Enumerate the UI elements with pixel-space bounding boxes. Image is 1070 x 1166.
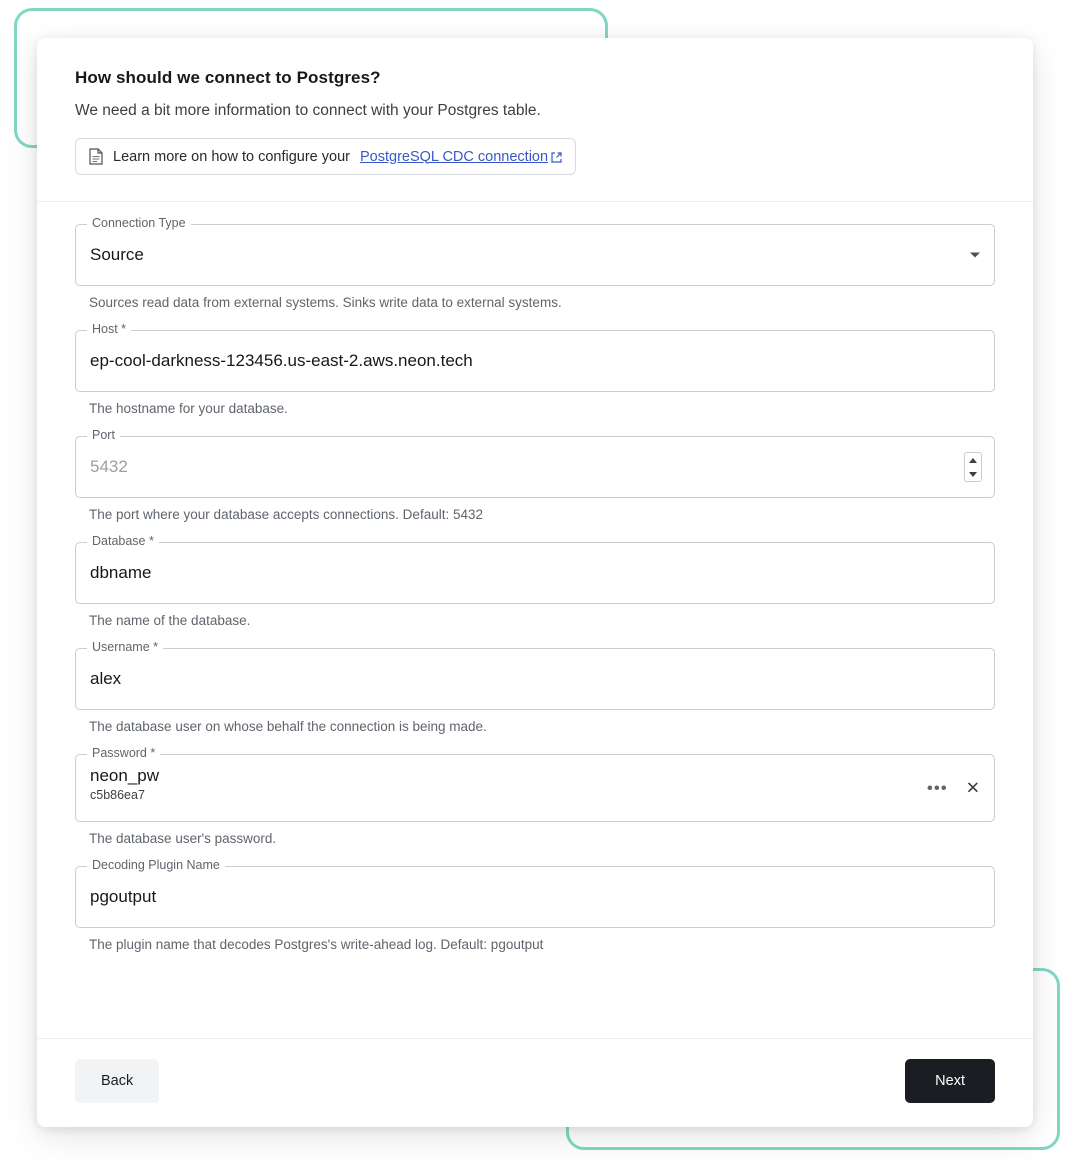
- ellipsis-icon[interactable]: •••: [926, 778, 948, 798]
- connection-type-label: Connection Type: [87, 217, 191, 230]
- connection-type-select[interactable]: [75, 216, 995, 286]
- decoding-plugin-label: Decoding Plugin Name: [87, 859, 225, 872]
- field-password: [75, 746, 995, 822]
- password-secret-ref: c5b86ea7: [90, 788, 145, 803]
- port-helper: The port where your database accepts connections. Default: 5432: [89, 507, 483, 522]
- page-title: How should we connect to Postgres?: [75, 68, 381, 87]
- decoding-plugin-input[interactable]: [75, 858, 995, 928]
- database-label: Database *: [87, 535, 159, 548]
- stepper-up-icon[interactable]: [969, 458, 977, 463]
- chevron-down-icon[interactable]: [970, 253, 980, 258]
- decoding-plugin-value: pgoutput: [90, 886, 157, 906]
- username-value: alex: [90, 668, 122, 688]
- port-input[interactable]: [75, 428, 995, 498]
- database-helper: The name of the database.: [89, 613, 251, 628]
- dialog-subtitle: We need a bit more information to connect with your Postgres table.: [75, 102, 541, 119]
- password-label: Password *: [87, 747, 160, 760]
- host-input[interactable]: [75, 322, 995, 392]
- username-helper: The database user on whose behalf the connection is being made.: [89, 719, 487, 734]
- field-decoding-plugin: [75, 858, 995, 928]
- external-link-icon: [551, 151, 562, 162]
- back-button[interactable]: Back: [75, 1059, 159, 1103]
- field-host: [75, 322, 995, 392]
- field-port: [75, 428, 995, 498]
- close-icon[interactable]: ✕: [965, 778, 980, 798]
- port-stepper[interactable]: [964, 452, 982, 482]
- dialog-footer: [37, 1038, 1033, 1127]
- field-database: [75, 534, 995, 604]
- password-actions: [927, 780, 980, 797]
- database-input[interactable]: [75, 534, 995, 604]
- connection-type-helper: Sources read data from external systems. Sinks write data to external systems.: [89, 295, 562, 310]
- username-input[interactable]: [75, 640, 995, 710]
- port-placeholder: 5432: [90, 456, 128, 476]
- host-label: Host *: [87, 323, 131, 336]
- password-helper: The database user's password.: [89, 831, 277, 846]
- postgres-connection-dialog: [37, 38, 1033, 1127]
- port-label: Port: [87, 429, 120, 442]
- documentation-chip-text: Learn more on how to configure your: [113, 148, 350, 165]
- password-input[interactable]: [75, 746, 995, 822]
- dialog-body: [37, 202, 1033, 1038]
- document-icon: [89, 148, 103, 165]
- username-label: Username *: [87, 641, 163, 654]
- database-value: dbname: [90, 562, 152, 582]
- dialog-header: [37, 38, 1033, 202]
- postgres-cdc-doc-link[interactable]: [360, 149, 562, 165]
- host-value: ep-cool-darkness-123456.us-east-2.aws.neon.tech: [90, 350, 473, 370]
- next-button[interactable]: Next: [905, 1059, 995, 1103]
- decoding-plugin-helper: The plugin name that decodes Postgres's write-ahead log. Default: pgoutput: [89, 937, 544, 952]
- host-helper: The hostname for your database.: [89, 401, 288, 416]
- field-connection-type: [75, 216, 995, 286]
- password-value-wrap: [90, 766, 159, 802]
- connection-type-value: Source: [90, 244, 144, 264]
- stepper-down-icon[interactable]: [969, 472, 977, 477]
- postgres-cdc-doc-link-label: PostgreSQL CDC connection: [359, 148, 549, 165]
- documentation-chip[interactable]: [75, 138, 576, 175]
- field-username: [75, 640, 995, 710]
- password-value: neon_pw: [90, 766, 160, 785]
